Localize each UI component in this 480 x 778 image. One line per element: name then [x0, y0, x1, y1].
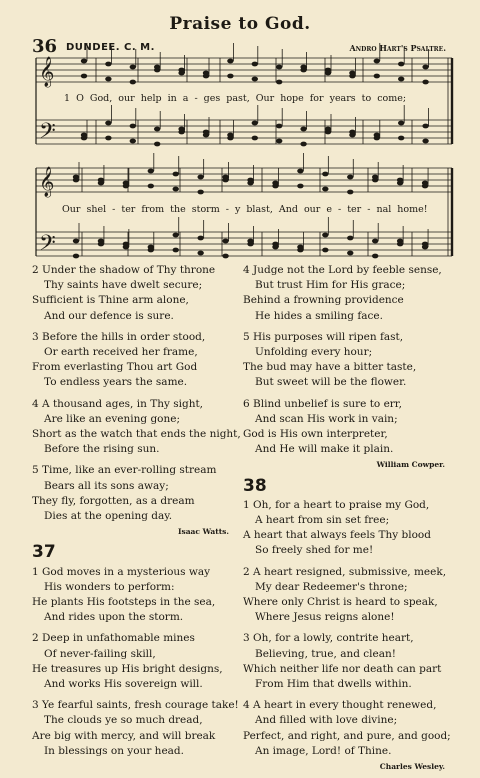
hymn-number: 37: [32, 542, 56, 563]
note-head: [154, 142, 160, 147]
stanza-line: In blessings on your head.: [44, 744, 184, 757]
note-head: [398, 77, 404, 82]
note-head: [422, 65, 428, 70]
stanza-line: 4 Judge not the Lord by feeble sense,: [243, 264, 442, 276]
note-head: [98, 239, 104, 244]
stanza-line: He hides a smiling face.: [255, 309, 383, 322]
stanza: [243, 498, 453, 559]
stanza-line: My dear Redeemer's throne;: [255, 580, 408, 593]
stanza-line: They fly, forgotten, as a dream: [32, 494, 195, 507]
stanza-line: 3 Ye fearful saints, fresh courage take!: [32, 699, 239, 712]
stanza-line: And scan His work in vain;: [255, 412, 398, 425]
stanza-line: His wonders to perform:: [44, 580, 175, 593]
stanza: [32, 631, 237, 692]
composer-credit: Andro Hart's Psaltre.: [349, 43, 446, 53]
note-head: [300, 142, 306, 147]
note-head: [154, 65, 160, 70]
stanza-line: From Him that dwells within.: [255, 678, 412, 691]
note-head: [322, 233, 328, 238]
stanza-line: The bud may have a bitter taste,: [243, 361, 417, 374]
stanza-line: Unfolding every hour;: [255, 346, 373, 359]
stanza-line: But sweet will be the flower.: [255, 376, 407, 389]
right-column: [243, 263, 453, 778]
note-head: [227, 133, 233, 138]
note-head: [173, 248, 179, 253]
stanza: [32, 698, 237, 759]
note-head: [197, 190, 203, 195]
note-head: [98, 178, 104, 183]
note-head: [372, 254, 378, 259]
note-head: [422, 124, 428, 129]
stanza-line: To endless years the same.: [44, 376, 188, 389]
clef-icon: 𝄢: [39, 119, 56, 149]
note-head: [397, 239, 403, 244]
note-head: [154, 127, 160, 132]
note-head: [374, 133, 380, 138]
stanza-line: The clouds ye so much dread,: [44, 714, 203, 727]
note-head: [252, 136, 258, 141]
stanza-line: Are big with mercy, and will break: [32, 729, 216, 742]
stanza-line: And our defence is sure.: [44, 309, 174, 322]
note-head: [349, 130, 355, 135]
note-head: [322, 187, 328, 192]
stanza-line: 1 Oh, for a heart to praise my God,: [243, 498, 430, 511]
note-head: [297, 184, 303, 189]
note-head: [398, 121, 404, 126]
note-head: [276, 139, 282, 144]
note-head: [227, 74, 233, 79]
page-title: Praise to God.: [169, 14, 311, 34]
note-head: [130, 65, 136, 70]
note-head: [197, 175, 203, 180]
stanza: [32, 263, 237, 324]
stanza-line: And He will make it plain.: [255, 443, 394, 456]
note-head: [81, 74, 87, 79]
note-head: [203, 130, 209, 135]
hymn-number: 36: [32, 36, 58, 57]
note-head: [297, 169, 303, 174]
note-head: [374, 59, 380, 64]
stanza-line: 4 A heart in every thought renewed,: [243, 699, 437, 712]
stanza-line: He treasures up His bright designs,: [32, 662, 223, 675]
note-head: [148, 184, 154, 189]
clef-icon: 𝄞: [39, 167, 55, 197]
note-head: [422, 139, 428, 144]
music-score: [0, 0, 480, 260]
stanza: [243, 565, 453, 626]
note-head: [222, 175, 228, 180]
stanza-line: Are like an evening gone;: [44, 412, 181, 425]
note-head: [347, 236, 353, 241]
stanza-line: From everlasting Thou art God: [32, 361, 198, 374]
tune-name: DUNDEE. C. M.: [66, 42, 155, 53]
stanza-line: 2 Under the shadow of Thy throne: [32, 264, 216, 276]
note-head: [252, 77, 258, 82]
stanza-line: 1 God moves in a mysterious way: [32, 565, 211, 578]
note-head: [197, 236, 203, 241]
stanza-line: Behind a frowning providence: [243, 294, 404, 307]
lyric-line-2: Our shel - ter from the storm - y blast, And our e - ter - nal home!: [62, 204, 428, 215]
stanza: [32, 330, 237, 391]
stanza-line: Which neither life nor death can part: [243, 662, 442, 675]
stanza: [243, 397, 453, 458]
note-head: [222, 239, 228, 244]
stanza-line: So freely shed for me!: [255, 544, 374, 557]
note-head: [272, 181, 278, 186]
stanza: [243, 263, 453, 324]
stanza-line: Dies at the opening day.: [44, 510, 173, 523]
stanza-line: He plants His footsteps in the sea,: [32, 596, 216, 609]
stanza: [32, 397, 241, 458]
stanza-line: And works His sovereign will.: [44, 678, 203, 691]
stanza-line: Or earth received her frame,: [44, 346, 198, 359]
stanza-line: Where only Christ is heard to speak,: [243, 596, 438, 609]
note-head: [73, 239, 79, 244]
stanza-line: A heart from sin set free;: [255, 514, 390, 527]
note-head: [203, 71, 209, 76]
clef-icon: 𝄢: [39, 231, 56, 260]
stanza-line: Believing, true, and clean!: [255, 647, 396, 660]
note-head: [276, 124, 282, 129]
note-head: [252, 121, 258, 126]
note-head: [105, 62, 111, 67]
note-head: [173, 172, 179, 177]
stanza-line: An image, Lord! of Thine.: [255, 744, 392, 757]
note-head: [398, 136, 404, 141]
stanza-line: And rides upon the storm.: [44, 611, 184, 624]
stanza-line: Thy saints have dwelt secure;: [44, 279, 203, 292]
stanza-line: 6 Blind unbelief is sure to err,: [243, 397, 403, 410]
stanza-line: Perfect, and right, and pure, and good;: [243, 729, 451, 742]
note-head: [372, 239, 378, 244]
stanza-line: And filled with love divine;: [255, 714, 398, 727]
note-head: [276, 80, 282, 85]
note-head: [322, 172, 328, 177]
note-head: [347, 175, 353, 180]
note-head: [247, 178, 253, 183]
author-credit: William Cowper.: [376, 460, 445, 470]
stanza-line: 4 A thousand ages, in Thy sight,: [32, 397, 204, 410]
note-head: [130, 139, 136, 144]
note-head: [81, 133, 87, 138]
stanza-line: 5 Time, like an ever-rolling stream: [32, 464, 217, 477]
note-head: [272, 242, 278, 247]
note-head: [105, 121, 111, 126]
note-head: [130, 124, 136, 129]
note-head: [130, 80, 136, 85]
clef-icon: 𝄞: [39, 57, 55, 87]
note-head: [105, 77, 111, 82]
note-head: [374, 74, 380, 79]
note-head: [297, 245, 303, 250]
note-head: [372, 175, 378, 180]
note-head: [105, 136, 111, 141]
note-head: [173, 187, 179, 192]
note-head: [123, 181, 129, 186]
note-head: [148, 169, 154, 174]
note-head: [325, 127, 331, 132]
note-head: [422, 242, 428, 247]
note-head: [178, 127, 184, 132]
stanza-line: 3 Oh, for a lowly, contrite heart,: [243, 632, 414, 645]
stanza: [243, 631, 453, 692]
lyric-line-1: 1 O God, our help in a - ges past, Our hope for years to come;: [64, 93, 407, 104]
note-head: [347, 251, 353, 256]
note-head: [252, 62, 258, 67]
stanza: [32, 565, 237, 626]
note-head: [247, 239, 253, 244]
note-head: [73, 175, 79, 180]
note-head: [398, 62, 404, 67]
stanza-line: 5 His purposes will ripen fast,: [243, 330, 404, 343]
stanza: [32, 463, 237, 524]
note-head: [276, 65, 282, 70]
note-head: [349, 71, 355, 76]
stanza: [243, 698, 453, 759]
note-head: [173, 233, 179, 238]
stanza-line: Where Jesus reigns alone!: [255, 611, 395, 624]
note-head: [73, 254, 79, 259]
note-head: [227, 59, 233, 64]
note-head: [322, 248, 328, 253]
author-credit: Charles Wesley.: [379, 762, 445, 772]
note-head: [300, 65, 306, 70]
stanza-line: Of never-failing skill,: [44, 647, 156, 660]
note-head: [397, 178, 403, 183]
note-head: [178, 68, 184, 73]
hymn-number: 38: [243, 475, 267, 496]
note-head: [123, 242, 129, 247]
note-head: [81, 59, 87, 64]
author-credit: Isaac Watts.: [177, 527, 229, 537]
note-head: [422, 80, 428, 85]
note-head: [222, 254, 228, 259]
stanza-line: Short as the watch that ends the night,: [32, 428, 241, 441]
stanza-line: But trust Him for His grace;: [255, 279, 406, 292]
stanza-line: Bears all its sons away;: [44, 479, 169, 492]
note-head: [300, 127, 306, 132]
left-column: [32, 263, 241, 765]
stanza-line: 3 Before the hills in order stood,: [32, 330, 206, 343]
note-head: [148, 245, 154, 250]
note-head: [197, 251, 203, 256]
stanza-line: A heart that always feels Thy blood: [243, 529, 431, 542]
note-head: [347, 190, 353, 195]
stanza-line: God is His own interpreter,: [243, 428, 388, 441]
note-head: [325, 68, 331, 73]
stanza-line: Sufficient is Thine arm alone,: [32, 294, 189, 307]
stanza-line: 2 A heart resigned, submissive, meek,: [243, 565, 447, 578]
stanza: [243, 330, 453, 391]
stanza-line: 2 Deep in unfathomable mines: [32, 632, 195, 645]
note-head: [422, 181, 428, 186]
stanza-line: Before the rising sun.: [44, 443, 160, 456]
